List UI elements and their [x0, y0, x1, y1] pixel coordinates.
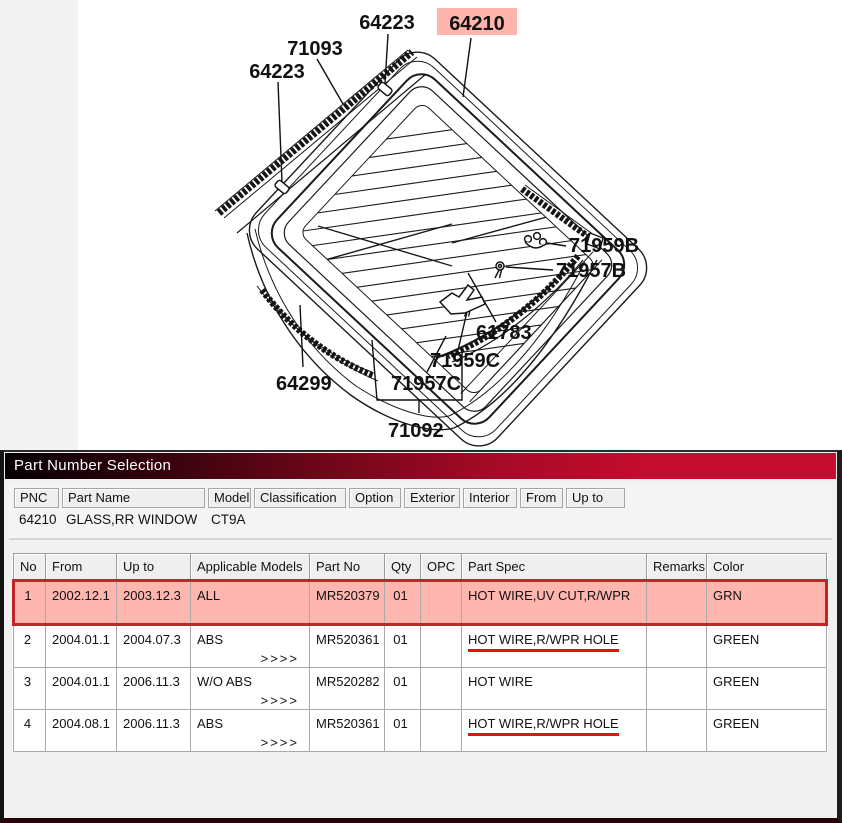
- cell-up-to: 2006.11.3: [117, 668, 191, 710]
- cell-opc: [421, 710, 462, 752]
- cell-up-to: 2003.12.3: [117, 581, 191, 625]
- part-label-71959C[interactable]: 71959C: [430, 350, 501, 372]
- pnc-col-from: From: [520, 488, 563, 508]
- col-remarks: Remarks: [647, 554, 707, 581]
- cell-part-spec: [462, 710, 647, 752]
- cell-applicable-models: [191, 710, 310, 752]
- models-main: ABS: [197, 716, 224, 731]
- part-spec-text: HOT WIRE: [468, 674, 533, 689]
- cell-qty: 01: [385, 668, 421, 710]
- pnc-summary-section: [9, 486, 832, 540]
- col-color: Color: [707, 554, 827, 581]
- models-main: W/O ABS: [197, 674, 252, 689]
- cell-part-no: MR520361: [310, 625, 385, 668]
- part-number-table: [12, 553, 828, 752]
- cell-qty: 01: [385, 625, 421, 668]
- part-label-64299[interactable]: 64299: [276, 373, 332, 395]
- col-part-spec: Part Spec: [462, 554, 647, 581]
- col-part-no: Part No: [310, 554, 385, 581]
- part-label-71957B[interactable]: 71957B: [556, 260, 627, 282]
- pnc-header-row: [14, 488, 832, 508]
- part-label-71957C[interactable]: 71957C: [391, 373, 462, 395]
- part-row-2[interactable]: [14, 625, 827, 668]
- window-title: Part Number Selection: [14, 457, 172, 474]
- col-opc: OPC: [421, 554, 462, 581]
- table-header-row: [14, 554, 827, 581]
- part-label-71093[interactable]: 71093: [287, 38, 343, 60]
- part-row-4[interactable]: [14, 710, 827, 752]
- cell-applicable-models: ALL: [191, 581, 310, 625]
- part-label-64223-left[interactable]: 64223: [249, 61, 305, 83]
- part-label-61783[interactable]: 61783: [476, 322, 532, 344]
- cell-from: 2004.08.1: [46, 710, 117, 752]
- cell-part-spec: [462, 625, 647, 668]
- cell-color: GREEN: [707, 710, 827, 752]
- cell-no: 3: [14, 668, 46, 710]
- cell-color: GREEN: [707, 625, 827, 668]
- cell-part-spec: [462, 581, 647, 625]
- pnc-col-interior: Interior: [463, 488, 517, 508]
- pnc-col-option: Option: [349, 488, 401, 508]
- cell-no: 2: [14, 625, 46, 668]
- pnc-col-pnc: PNC: [14, 488, 59, 508]
- part-row-3[interactable]: [14, 668, 827, 710]
- cell-up-to: 2006.11.3: [117, 710, 191, 752]
- cell-part-spec: [462, 668, 647, 710]
- part-spec-text: HOT WIRE,UV CUT,R/WPR: [468, 588, 631, 603]
- molding-strip-71093: [215, 50, 426, 233]
- models-continuation: >>>>: [260, 651, 299, 666]
- part-spec-underlined: HOT WIRE,R/WPR HOLE: [468, 716, 619, 736]
- col-applicable-models: Applicable Models: [191, 554, 310, 581]
- part-label-64210[interactable]: 64210: [449, 13, 505, 35]
- pnc-value-row: [14, 510, 832, 530]
- pnc-col-exterior: Exterior: [404, 488, 460, 508]
- cell-from: 2004.01.1: [46, 668, 117, 710]
- bracket-61783: [440, 285, 485, 314]
- cell-applicable-models: [191, 625, 310, 668]
- cell-part-no: MR520361: [310, 710, 385, 752]
- models-continuation: >>>>: [260, 693, 299, 708]
- col-up-to: Up to: [117, 554, 191, 581]
- cell-from: 2002.12.1: [46, 581, 117, 625]
- cell-remarks: [647, 581, 707, 625]
- cell-no: 1: [14, 581, 46, 625]
- pnc-col-up-to: Up to: [566, 488, 625, 508]
- pnc-col-model: Model: [208, 488, 251, 508]
- cell-remarks: [647, 710, 707, 752]
- part-number-selection-window: [0, 450, 842, 823]
- cell-opc: [421, 581, 462, 625]
- cell-remarks: [647, 668, 707, 710]
- part-name-value: GLASS,RR WINDOW: [66, 512, 198, 527]
- cell-color: GRN: [707, 581, 827, 625]
- model-value: CT9A: [211, 512, 246, 527]
- cell-remarks: [647, 625, 707, 668]
- part-spec-underlined: HOT WIRE,R/WPR HOLE: [468, 632, 619, 652]
- pnc-col-classification: Classification: [254, 488, 346, 508]
- cell-applicable-models: [191, 668, 310, 710]
- cell-up-to: 2004.07.3: [117, 625, 191, 668]
- cell-part-no: MR520282: [310, 668, 385, 710]
- col-no: No: [14, 554, 46, 581]
- cell-from: 2004.01.1: [46, 625, 117, 668]
- part-label-64223-top[interactable]: 64223: [359, 12, 415, 34]
- cell-no: 4: [14, 710, 46, 752]
- clip-71959B: [525, 233, 547, 248]
- col-from: From: [46, 554, 117, 581]
- col-qty: Qty: [385, 554, 421, 581]
- cell-opc: [421, 625, 462, 668]
- cell-qty: 01: [385, 710, 421, 752]
- clip-71957B: [495, 262, 504, 278]
- cell-part-no: MR520379: [310, 581, 385, 625]
- window-title-bar: [5, 453, 836, 479]
- cell-opc: [421, 668, 462, 710]
- models-continuation: >>>>: [260, 735, 299, 750]
- part-label-71092[interactable]: 71092: [388, 420, 444, 442]
- cell-color: GREEN: [707, 668, 827, 710]
- pnc-col-part-name: Part Name: [62, 488, 205, 508]
- part-row-1-selected[interactable]: [14, 581, 827, 625]
- part-label-71959B[interactable]: 71959B: [569, 235, 640, 257]
- cell-qty: 01: [385, 581, 421, 625]
- models-main: ABS: [197, 632, 224, 647]
- pnc-value: 64210: [19, 512, 57, 527]
